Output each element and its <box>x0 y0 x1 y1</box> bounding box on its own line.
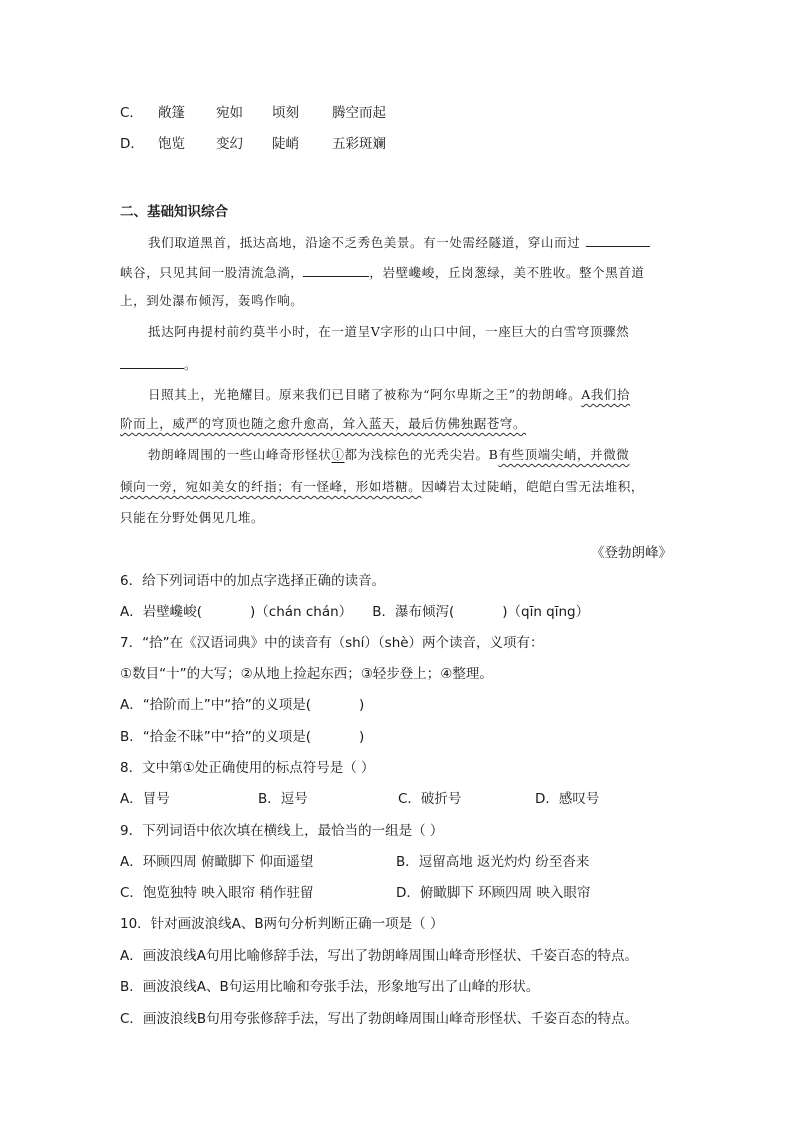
option-a[interactable]: A．环顾四周 俯瞰脚下 仰面遥望 <box>120 854 314 870</box>
passage-line: 上，到处瀑布倾泻，轰鸣作响。 <box>120 293 304 308</box>
question-8-stem: 8．文中第①处正确使用的标点符号是（ ） <box>120 760 375 776</box>
question-7-stem: 7．“拾”在《汉语词典》中的读音有（shí）（shè）两个读音，义项有： <box>120 635 544 651</box>
option-b[interactable]: B．逗留高地 返光灼灼 纷至沓来 <box>396 854 590 870</box>
option-b[interactable]: B．逗号 <box>258 791 308 807</box>
punctuation-blank-1: ① <box>331 447 345 462</box>
section-title: 二、基础知识综合 <box>120 204 228 220</box>
question-9-row-2 <box>120 884 590 902</box>
question-9-row-1 <box>120 853 589 871</box>
fill-blank <box>303 262 369 277</box>
option-word: 饱览 <box>158 136 185 152</box>
option-word: 顷刻 <box>272 105 299 121</box>
wavy-sentence-a: A我们拾 <box>581 387 631 402</box>
question-7-option-b: B．“拾金不昧”中“拾”的义项是( ) <box>120 729 365 745</box>
passage-line <box>120 415 526 433</box>
passage-line: 。 <box>120 354 197 374</box>
option-word: 变幻 <box>216 136 243 152</box>
option-word: 腾空而起 <box>332 105 386 121</box>
passage-line: 只能在分野处偶见几堆。 <box>120 510 265 525</box>
wavy-sentence-b: 有些顶端尖峭，并微微 <box>498 447 630 462</box>
passage-line: 日照其上，光艳耀目。原来我们已目睹了被称为“阿尔卑斯之王”的勃朗峰。A我们拾 <box>148 387 631 402</box>
question-10-option-a[interactable]: A．画波浪线A句用比喻修辞手法，写出了勃朗峰周围山峰奇形怪状、千姿百态的特点。 <box>120 948 638 964</box>
question-10-stem: 10．针对画波浪线A、B两句分析判断正确一项是（ ） <box>120 916 444 932</box>
option-word: 五彩斑斓 <box>332 136 386 152</box>
option-word: 敞篷 <box>158 105 185 121</box>
question-10-option-b[interactable]: B．画波浪线A、B句运用比喻和夸张手法，形象地写出了山峰的形状。 <box>120 979 540 995</box>
question-10-option-c[interactable]: C．画波浪线B句用夸张修辞手法，写出了勃朗峰周围山峰奇形怪状、千姿百态的特点。 <box>120 1011 639 1027</box>
wavy-sentence-b: 倾向一旁，宛如美女的纤指；有一怪峰，形如塔糖。 <box>120 479 422 494</box>
option-c[interactable]: C．破折号 <box>398 791 462 807</box>
question-7-senses: ①数目“十”的大写；②从地上捡起东西；③轻步登上；④整理。 <box>120 666 493 682</box>
option-letter: C． <box>120 105 143 121</box>
passage-line: 勃朗峰周围的一些山峰奇形怪状①都为浅棕色的光秃尖岩。B有些顶端尖峭，并微微 <box>148 447 630 462</box>
fill-blank <box>120 354 184 369</box>
question-6-options: A．岩壁巉峻( )（chán chán） B．瀑布倾泻( )（qīn qīng） <box>120 604 590 620</box>
question-9-stem: 9．下列词语中依次填在横线上，最恰当的一组是（ ） <box>120 823 444 839</box>
option-a[interactable]: A．冒号 <box>120 791 170 807</box>
question-6-stem: 6．给下列词语中的加点字选择正确的读音。 <box>120 573 386 589</box>
fill-blank <box>586 232 650 247</box>
passage-line: 倾向一旁，宛如美女的纤指；有一怪峰，形如塔糖。因嶙岩太过陡峭，皑皑白雪无法堆积， <box>120 479 645 494</box>
question-8-options <box>120 790 599 808</box>
question-7-option-a: A．“拾阶而上”中“拾”的义项是( ) <box>120 697 365 713</box>
wavy-sentence-a: 阶而上，威严的穹顶也随之愈升愈高，耸入蓝天，最后仿佛独踞苍穹。 <box>120 416 527 431</box>
passage-line: 峡谷，只见其间一股清流急淌， ，岩壁巉峻，丘岗葱绿，美不胜收。整个黑首道 <box>120 262 645 282</box>
passage-line: 抵达阿冉提村前约莫半小时，在一道呈V字形的山口中间，一座巨大的白雪穹顶骤然 <box>148 324 630 339</box>
option-d[interactable]: D．感叹号 <box>535 791 600 807</box>
option-d[interactable]: D．俯瞰脚下 环顾四周 映入眼帘 <box>396 885 591 901</box>
passage-line: 我们取道黑首，抵达高地，沿途不乏秀色美景。有一处需经隧道，穿山而过 <box>148 232 650 252</box>
passage-source: 《登勃朗峰》 <box>591 545 672 561</box>
option-word: 宛如 <box>216 105 243 121</box>
option-c-row <box>120 104 386 122</box>
option-word: 陡峭 <box>272 136 299 152</box>
option-letter: D． <box>120 136 144 152</box>
option-c[interactable]: C．饱览独特 映入眼帘 稍作驻留 <box>120 885 314 901</box>
option-d-row <box>120 135 386 153</box>
